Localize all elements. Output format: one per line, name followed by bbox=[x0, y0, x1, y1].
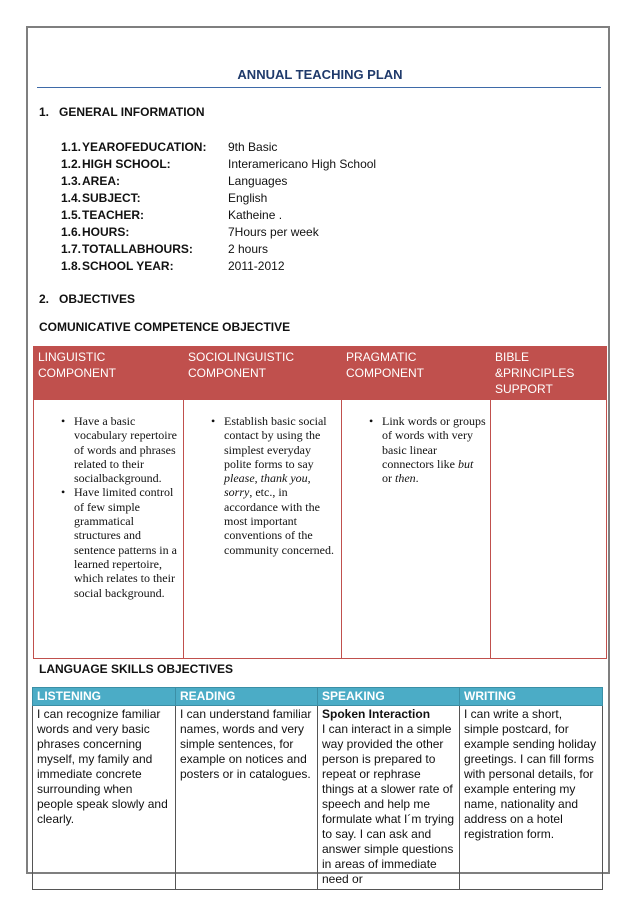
writing-cell: I can write a short, simple postcard, for example sending holiday greetings. I can fill forms with personal details, for example entering my name, nationality and address on a hotel registration form. bbox=[460, 706, 603, 890]
communicative-competence-table bbox=[33, 346, 607, 659]
italic-but: but bbox=[457, 456, 474, 471]
bullet-icon: • bbox=[369, 414, 374, 428]
table-header-row bbox=[34, 347, 607, 400]
info-number: 1.1. bbox=[61, 140, 82, 154]
list-item: • Have a basic vocabulary repertoire of words and phrases related to their socialbackground. bbox=[61, 414, 177, 486]
sociolinguistic-cell bbox=[184, 400, 342, 659]
info-number: 1.5. bbox=[61, 208, 82, 222]
speaking-cell bbox=[318, 706, 460, 890]
spoken-interaction-title: Spoken Interaction bbox=[322, 707, 431, 721]
section-number: 1. bbox=[39, 105, 50, 119]
info-key: HIGH SCHOOL: bbox=[82, 157, 171, 171]
section-number: 2. bbox=[39, 292, 50, 306]
speaking-text: I can interact in a simple way provided the other person is prepared to repeat or rephrase things at a slower rate of speech and help me formulate what I´m trying to say. I can ask and answer simple questions in areas of immediate need or bbox=[322, 722, 455, 886]
info-key: SUBJECT: bbox=[82, 191, 141, 205]
reading-cell: I can understand familiar names, words and very simple sentences, for example on notices and posters or in catalogues. bbox=[176, 706, 318, 890]
table-row bbox=[33, 706, 603, 890]
section-title: OBJECTIVES bbox=[59, 292, 136, 306]
bullet-icon: • bbox=[61, 414, 66, 428]
info-key: TOTALLABHOURS: bbox=[82, 242, 193, 256]
header-pragmatic: PRAGMATIC COMPONENT bbox=[342, 347, 491, 400]
language-skills-heading: LANGUAGE SKILLS OBJECTIVES bbox=[39, 662, 234, 676]
linguistic-cell bbox=[34, 400, 184, 659]
table-header-row bbox=[33, 688, 603, 706]
list-item: • Have limited control of few simple grammatical structures and sentence patterns in a learned repertoire, which relates to their social background. bbox=[61, 485, 177, 600]
section-general-information bbox=[39, 105, 205, 119]
info-number: 1.4. bbox=[61, 191, 82, 205]
info-number: 1.2. bbox=[61, 157, 82, 171]
info-value: 2011-2012 bbox=[228, 259, 285, 273]
info-value: 7Hours per week bbox=[228, 225, 319, 239]
info-value: English bbox=[228, 191, 268, 205]
info-key: TEACHER: bbox=[82, 208, 144, 222]
list-item: • Link words or groups of words with very basic linear connectors like but or then. bbox=[369, 414, 486, 486]
info-value: 9th Basic bbox=[228, 140, 278, 154]
italic-please: please bbox=[224, 471, 255, 486]
header-sociolinguistic: SOCIOLINGUISTIC COMPONENT bbox=[184, 347, 342, 400]
info-key: HOURS: bbox=[82, 225, 130, 239]
header-writing: WRITING bbox=[460, 688, 603, 706]
info-value: Katheine . bbox=[228, 208, 283, 222]
document-title: ANNUAL TEACHING PLAN bbox=[237, 67, 403, 82]
info-number: 1.7. bbox=[61, 242, 82, 256]
info-key: YEAROFEDUCATION: bbox=[82, 140, 207, 154]
pragmatic-cell bbox=[342, 400, 491, 659]
language-skills-table bbox=[32, 687, 603, 890]
communicative-competence-heading: COMUNICATIVE COMPETENCE OBJECTIVE bbox=[39, 320, 291, 334]
table-row bbox=[34, 400, 607, 659]
info-value: 2 hours bbox=[228, 242, 269, 256]
header-reading: READING bbox=[176, 688, 318, 706]
listening-cell: I can recognize familiar words and very basic phrases concerning myself, my family and immediate concrete surrounding when people speak slowly and clearly. bbox=[33, 706, 176, 890]
sociolinguistic-list bbox=[188, 414, 337, 557]
bullet-icon: • bbox=[61, 485, 66, 500]
info-number: 1.8. bbox=[61, 259, 82, 273]
info-key: SCHOOL YEAR: bbox=[82, 259, 174, 273]
info-value: Languages bbox=[228, 174, 288, 188]
section-title: GENERAL INFORMATION bbox=[59, 105, 205, 119]
pragmatic-list bbox=[346, 414, 486, 485]
italic-then: then bbox=[395, 471, 416, 486]
header-listening: LISTENING bbox=[33, 688, 176, 706]
info-key: AREA: bbox=[82, 174, 120, 188]
italic-sorry: sorry bbox=[224, 485, 250, 500]
section-objectives bbox=[39, 292, 135, 306]
header-bible-principles: BIBLE &PRINCIPLES SUPPORT bbox=[491, 347, 607, 400]
linguistic-list bbox=[38, 414, 179, 600]
header-linguistic: LINGUISTIC COMPONENT bbox=[34, 347, 184, 400]
header-speaking: SPEAKING bbox=[318, 688, 460, 706]
list-item: • Establish basic social contact by using the simplest everyday polite forms to say please, thank you, sorry, etc., in accordance with the most important conventions of the community concerned. bbox=[211, 414, 334, 557]
title-underline bbox=[37, 87, 601, 88]
info-number: 1.3. bbox=[61, 174, 82, 188]
bible-principles-cell bbox=[491, 400, 607, 659]
bullet-icon: • bbox=[211, 414, 216, 428]
info-value: Interamericano High School bbox=[228, 157, 377, 171]
info-number: 1.6. bbox=[61, 225, 82, 239]
italic-thank-you: thank you bbox=[260, 471, 308, 486]
